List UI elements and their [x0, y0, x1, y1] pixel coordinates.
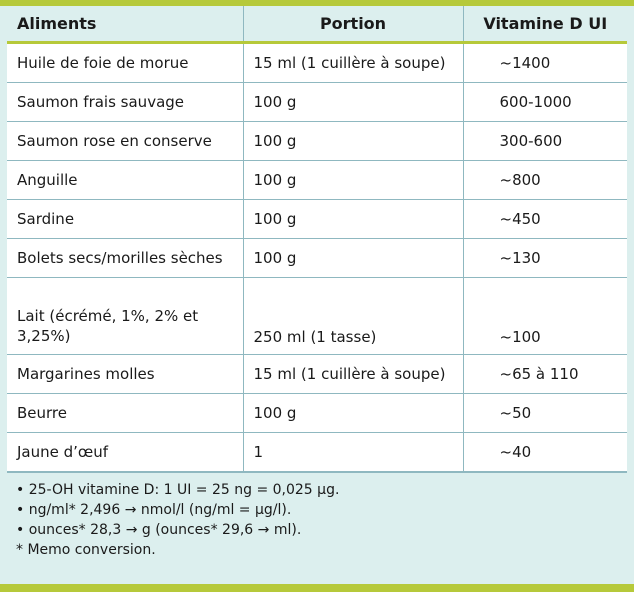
food-vitamin-d: ~130	[463, 239, 627, 278]
vitamin-d-foods-table	[7, 6, 627, 473]
food-vitamin-d: ~800	[463, 161, 627, 200]
food-vitamin-d: 600-1000	[463, 83, 627, 122]
food-vitamin-d: ~40	[463, 433, 627, 473]
food-portion: 15 ml (1 cuillère à soupe)	[243, 355, 463, 394]
table-row	[7, 200, 627, 239]
food-portion: 1	[243, 433, 463, 473]
table-row	[7, 355, 627, 394]
food-name: Saumon frais sauvage	[7, 83, 243, 122]
food-portion: 100 g	[243, 394, 463, 433]
table-row	[7, 43, 627, 83]
note-line: • ounces* 28,3 → g (ounces* 29,6 → ml).	[16, 522, 302, 538]
note-line: • 25-OH vitamine D: 1 UI = 25 ng = 0,025 µg.	[16, 482, 340, 498]
food-name: Huile de foie de morue	[7, 43, 243, 83]
food-portion: 100 g	[243, 122, 463, 161]
food-vitamin-d: ~1400	[463, 43, 627, 83]
note-line: * Memo conversion.	[16, 542, 156, 558]
food-name: Sardine	[7, 200, 243, 239]
food-portion: 100 g	[243, 161, 463, 200]
table-row	[7, 83, 627, 122]
food-vitamin-d: ~100	[463, 278, 627, 355]
food-portion: 100 g	[243, 83, 463, 122]
table-row	[7, 394, 627, 433]
food-portion: 250 ml (1 tasse)	[243, 278, 463, 355]
food-vitamin-d: ~65 à 110	[463, 355, 627, 394]
table-row	[7, 239, 627, 278]
table-row	[7, 122, 627, 161]
header-vitamine-d: Vitamine D UI	[463, 6, 627, 43]
header-portion: Portion	[243, 6, 463, 43]
food-name: Jaune d’œuf	[7, 433, 243, 473]
food-name: Beurre	[7, 394, 243, 433]
header-aliments: Aliments	[7, 6, 243, 43]
conversion-notes	[16, 480, 616, 560]
table-row	[7, 278, 627, 355]
food-name: Anguille	[7, 161, 243, 200]
food-portion: 100 g	[243, 200, 463, 239]
bottom-accent-bar	[0, 584, 634, 592]
note-line: • ng/ml* 2,496 → nmol/l (ng/ml = µg/l).	[16, 502, 292, 518]
table-row	[7, 161, 627, 200]
table-row	[7, 433, 627, 473]
food-portion: 100 g	[243, 239, 463, 278]
food-vitamin-d: 300-600	[463, 122, 627, 161]
food-name: Bolets secs/morilles sèches	[7, 239, 243, 278]
table-header-row	[7, 6, 627, 43]
food-portion: 15 ml (1 cuillère à soupe)	[243, 43, 463, 83]
food-vitamin-d: ~50	[463, 394, 627, 433]
food-name: Saumon rose en conserve	[7, 122, 243, 161]
food-name: Lait (écrémé, 1%, 2% et 3,25%)	[7, 278, 243, 355]
food-vitamin-d: ~450	[463, 200, 627, 239]
food-name: Margarines molles	[7, 355, 243, 394]
